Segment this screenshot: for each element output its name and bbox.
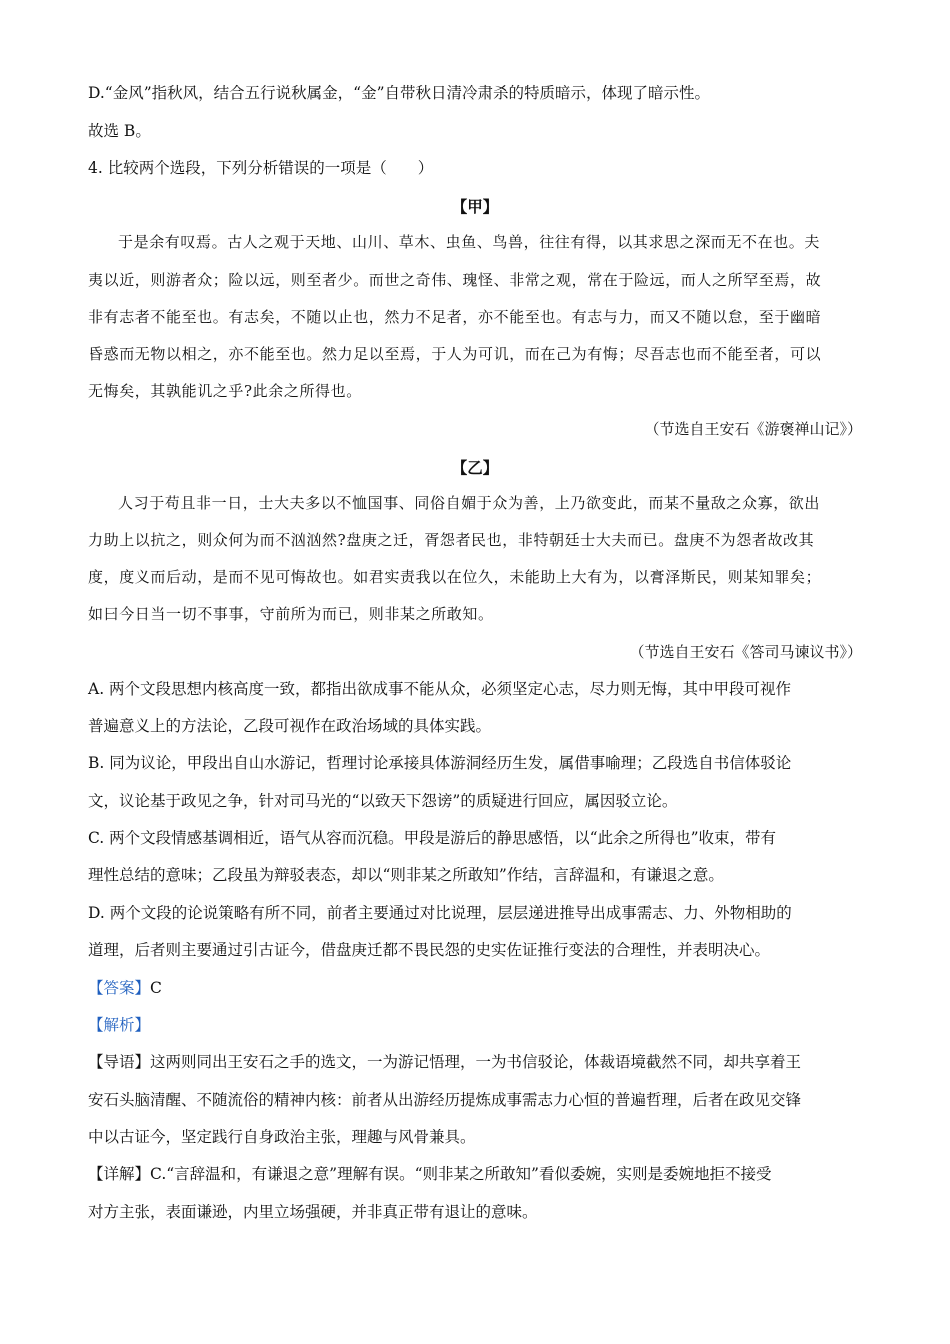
passage-b-line-2: 力助上以抗之，则众何为而不汹汹然?盘庚之迁，胥怨者民也，非特朝廷士大夫而已。盘庚不为怨者故改其 [88, 531, 815, 549]
answer-line [88, 978, 162, 998]
option-d-line-1: D. 两个文段的论说策略有所不同，前者主要通过对比说理，层层递进推导出成事需志、力、外物相助的 [88, 904, 792, 922]
passage-a-line-5: 无悔矣，其孰能讥之乎?此余之所得也。 [88, 382, 362, 400]
passage-b-heading: 【乙】 [451, 458, 499, 477]
guide-line-1 [88, 1052, 801, 1072]
passage-b-line-1: 人习于苟且非一日，士大夫多以不恤国事、同俗自媚于众为善，上乃欲变此，而某不量敌之众寡，欲出 [118, 494, 821, 512]
passage-b-source: （节选自王安石《答司马谏议书》） [629, 643, 862, 661]
detail-line-1 [88, 1164, 771, 1184]
analysis-line [88, 1015, 150, 1035]
answer-label: 【答案】 [88, 979, 151, 997]
guide-line-3: 中以古证今，坚定践行自身政治主张，理趣与风骨兼具。 [88, 1128, 476, 1146]
guide-text-1: 这两则同出王安石之手的选文，一为游记悟理，一为书信驳论，体裁语境截然不同，却共享着王 [150, 1053, 802, 1071]
passage-b-line-4: 如曰今日当一切不事事，守前所为而已，则非某之所敢知。 [88, 605, 494, 623]
detail-text-1: C.“言辞温和，有谦退之意”理解有误。“则非某之所敢知”看似委婉，实则是委婉地拒不接受 [150, 1165, 772, 1183]
passage-a-line-1: 于是余有叹焉。古人之观于天地、山川、草木、虫鱼、鸟兽，往往有得，以其求思之深而无不在也。夫 [118, 233, 821, 251]
detail-label: 【详解】 [88, 1165, 151, 1183]
option-d-line-2: 道理，后者则主要通过引古证今，借盘庚迁都不畏民怨的史实佐证推行变法的合理性，并表明决心。 [88, 941, 771, 959]
guide-line-2: 安石头脑清醒、不随流俗的精神内核：前者从出游经历提炼成事需志力心恒的普遍哲理，后者在政见交锋 [88, 1091, 802, 1109]
option-b-line-2: 文，议论基于政见之争，针对司马光的“以致天下怨谤”的质疑进行回应，属因驳立论。 [88, 792, 678, 810]
option-a-line-1: A. 两个文段思想内核高度一致，都指出欲成事不能从众，必须坚定心志，尽力则无悔，其中甲段可视作 [88, 680, 792, 698]
option-c-line-2: 理性总结的意味；乙段虽为辩驳表态，却以“则非某之所敢知”作结，言辞温和，有谦退之意。 [88, 866, 724, 884]
option-d-prev-question: D.“金风”指秋风，结合五行说秋属金，“金”自带秋日清冷肃杀的特质暗示，体现了暗示性。 [88, 84, 711, 102]
prev-answer-line: 故选 B。 [88, 122, 151, 140]
passage-a-source: （节选自王安石《游褒禅山记》） [644, 420, 862, 438]
passage-a-line-2: 夷以近，则游者众；险以远，则至者少。而世之奇伟、瑰怪、非常之观，常在于险远，而人之所罕至焉，故 [88, 271, 822, 289]
detail-line-2: 对方主张，表面谦逊，内里立场强硬，并非真正带有退让的意味。 [88, 1203, 538, 1221]
answer-value: C [150, 979, 162, 997]
question-4-stem: 4. 比较两个选段，下列分析错误的一项是（ ） [88, 159, 434, 177]
option-a-line-2: 普遍意义上的方法论，乙段可视作在政治场域的具体实践。 [88, 717, 492, 735]
guide-label: 【导语】 [88, 1053, 151, 1071]
passage-a-heading: 【甲】 [451, 197, 499, 216]
analysis-label: 【解析】 [88, 1016, 151, 1034]
option-c-line-1: C. 两个文段情感基调相近，语气从容而沉稳。甲段是游后的静思感悟，以“此余之所得也”收束，带有 [88, 829, 777, 847]
passage-b-line-3: 度，度义而后动，是而不见可悔故也。如君实责我以在位久，未能助上大有为，以膏泽斯民，则某知罪矣； [88, 568, 822, 586]
passage-a-line-3: 非有志者不能至也。有志矣，不随以止也，然力不足者，亦不能至也。有志与力，而又不随以怠，至于幽暗 [88, 308, 822, 326]
passage-a-line-4: 昏惑而无物以相之，亦不能至也。然力足以至焉，于人为可讥，而在己为有悔；尽吾志也而不能至者，可以 [88, 345, 822, 363]
option-b-line-1: B. 同为议论，甲段出自山水游记，哲理讨论承接具体游洞经历生发，属借事喻理；乙段选自书信体驳论 [88, 754, 792, 772]
